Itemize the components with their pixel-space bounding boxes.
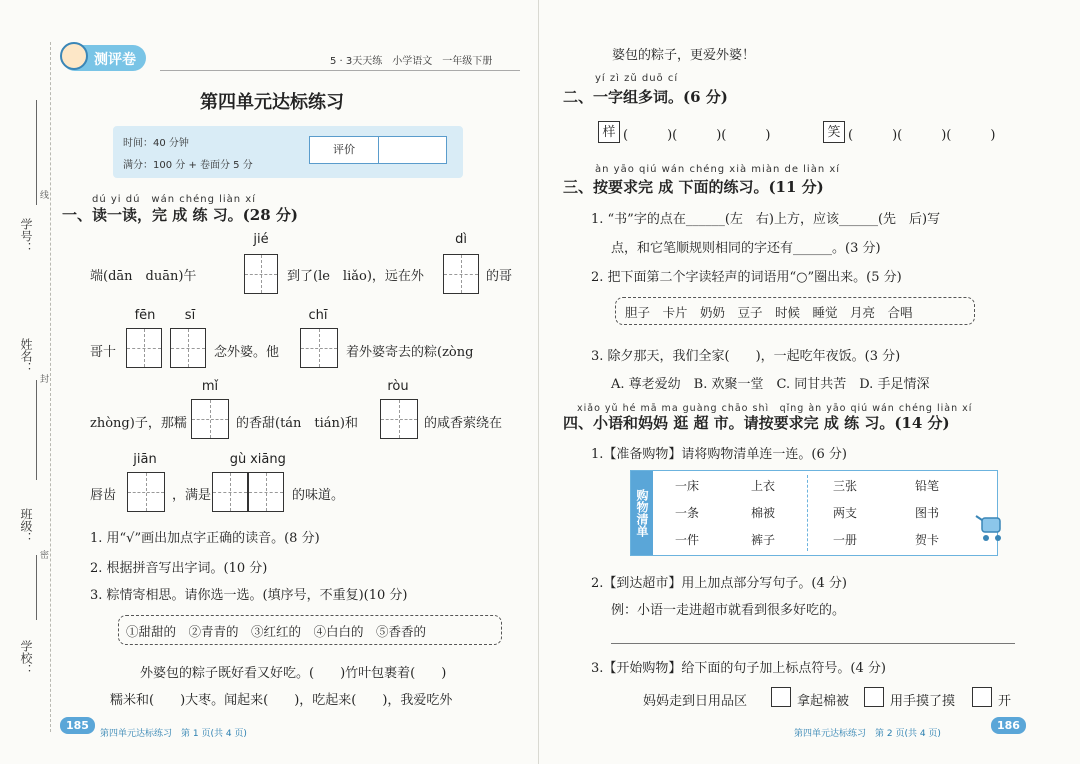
margin-name-label: 姓名： bbox=[19, 338, 33, 374]
margin-school-label: 学校： bbox=[19, 640, 33, 676]
sentence-part-2: 拿起棉被 bbox=[797, 694, 850, 709]
margin-number-label: 学号： bbox=[19, 218, 33, 254]
s4-example: 例：小语一走进超市就看到很多好吃的。 bbox=[611, 603, 846, 618]
sentence-part-1: 妈妈走到日用品区 bbox=[643, 694, 748, 709]
writing-box-chi[interactable] bbox=[300, 328, 338, 368]
writing-box-mi[interactable] bbox=[191, 399, 229, 439]
char-box-yang: 样 bbox=[598, 121, 620, 143]
left-page bbox=[0, 0, 539, 764]
line2-b: 念外婆。他 bbox=[214, 345, 280, 360]
page-number-left: 185 bbox=[60, 717, 95, 734]
section4-pinyin: xiǎo yǔ hé mā ma guàng chāo shì qǐng àn yāo qiú wán chéng liàn xí bbox=[577, 403, 973, 414]
writing-box-si[interactable] bbox=[170, 328, 206, 368]
punct-box-2[interactable] bbox=[864, 687, 884, 707]
list-left-1[interactable]: 一床 bbox=[675, 479, 700, 493]
s4-question-3: 3.【开始购物】给下面的句子加上标点符号。(4 分) bbox=[591, 661, 886, 676]
series-header: 5 · 3天天练 小学语文 一年级下册 bbox=[330, 56, 493, 67]
pinyin-si: sī bbox=[184, 308, 196, 323]
pinyin-jie: jié bbox=[253, 232, 269, 247]
section3-pinyin: àn yāo qiú wán chéng xià miàn de liàn xí bbox=[595, 164, 841, 175]
list-left2-2[interactable]: 棉被 bbox=[751, 506, 776, 520]
section2-pinyin: yí zì zǔ duō cí bbox=[595, 73, 679, 84]
pinyin-fen: fēn bbox=[134, 308, 156, 323]
line1-a: 端(dān duān)午 bbox=[90, 269, 197, 284]
section1-pinyin: dú yi dú wán chéng liàn xí bbox=[92, 194, 256, 205]
list-right-2[interactable]: 两支 bbox=[833, 506, 858, 520]
line1-c: 的哥 bbox=[486, 269, 513, 284]
writing-box-rou[interactable] bbox=[380, 399, 418, 439]
question-3: 3. 粽情寄相思。请你选一选。(填序号，不重复)(10 分) bbox=[90, 588, 408, 603]
section2-title: 二、一字组多词。(6 分) bbox=[563, 88, 728, 106]
paragraph-line-2: 糯米和( )大枣。闻起来( )，吃起来( )，我爱吃外 bbox=[110, 693, 453, 708]
paragraph-line-1: 外婆包的粽子既好看又好吃。( )竹叶包裹着( ) bbox=[140, 666, 447, 681]
section3-title: 三、按要求完 成 下面的练习。(11 分) bbox=[563, 178, 824, 196]
cut-mark-line: 线 bbox=[40, 191, 50, 201]
punct-box-3[interactable] bbox=[972, 687, 992, 707]
words-text[interactable]: 胆子 卡片 奶奶 豆子 时候 睡觉 月亮 合唱 bbox=[625, 305, 913, 320]
s3-question-1a: 1. “书”字的点在______(左 右)上方，应该______(先 后)写 bbox=[591, 212, 941, 227]
line3-a: zhòng)子，那糯 bbox=[90, 416, 187, 431]
list-left2-1[interactable]: 上衣 bbox=[751, 479, 776, 493]
info-box bbox=[113, 126, 463, 178]
eval-label: 评价 bbox=[310, 137, 379, 163]
margin-class-line bbox=[36, 555, 37, 620]
char-box-xiao: 笑 bbox=[823, 121, 845, 143]
writing-box-xiang[interactable] bbox=[248, 472, 284, 512]
time-info: 时间：40 分钟 bbox=[123, 138, 189, 149]
cut-mark-seal: 封 bbox=[40, 375, 50, 385]
pinyin-di: dì bbox=[455, 232, 467, 247]
pinyin-rou: ròu bbox=[387, 379, 409, 394]
blanks-yang[interactable]: ( )( )( ) bbox=[623, 128, 771, 143]
s3-question-3: 3. 除夕那天，我们全家( )，一起吃年夜饭。(3 分) bbox=[591, 349, 901, 364]
question-1: 1. 用“√”画出加点字正确的读音。(8 分) bbox=[90, 531, 320, 546]
writing-box-jie[interactable] bbox=[244, 254, 278, 294]
question-2: 2. 根据拼音写出字词。(10 分) bbox=[90, 561, 268, 576]
pinyin-xiang: xiāng bbox=[250, 452, 286, 467]
list-left-3[interactable]: 一件 bbox=[675, 533, 700, 547]
logo-text: 测评卷 bbox=[94, 52, 136, 68]
section1-title: 一、读一读，完 成 练 习。(28 分) bbox=[62, 206, 298, 224]
line3-c: 的咸香萦绕在 bbox=[424, 416, 503, 431]
continued-line: 婆包的粽子，更爱外婆！ bbox=[612, 48, 756, 63]
list-right-3[interactable]: 一册 bbox=[833, 533, 858, 547]
list-right-1[interactable]: 三张 bbox=[833, 479, 858, 493]
pinyin-chi: chī bbox=[308, 308, 328, 323]
list-left2-3[interactable]: 裤子 bbox=[751, 533, 776, 547]
line2-c: 着外婆寄去的粽(zòng bbox=[346, 345, 474, 360]
line4-c: 的味道。 bbox=[292, 488, 345, 503]
sentence-part-4: 开 bbox=[998, 694, 1012, 709]
sentence-part-3: 用手摸了摸 bbox=[890, 694, 956, 709]
header-rule bbox=[160, 70, 520, 71]
writing-box-fen[interactable] bbox=[126, 328, 162, 368]
student-face-icon bbox=[60, 42, 88, 70]
pinyin-gu: gù bbox=[229, 452, 247, 467]
cut-mark-secret: 密 bbox=[40, 551, 50, 561]
blanks-xiao[interactable]: ( )( )( ) bbox=[848, 128, 996, 143]
answer-line[interactable] bbox=[611, 643, 1015, 644]
list-divider bbox=[807, 475, 808, 551]
pinyin-jian: jiān bbox=[133, 452, 157, 467]
line1-b: 到了(le liǎo)，远在外 bbox=[287, 269, 424, 284]
s4-question-1: 1.【准备购物】请将购物清单连一连。(6 分) bbox=[591, 447, 847, 462]
writing-box-gu[interactable] bbox=[212, 472, 248, 512]
margin-name-line bbox=[36, 380, 37, 480]
s3-question-1b: 点，和它笔顺规则相同的字还有______。(3 分) bbox=[611, 241, 881, 256]
footer-left: 第四单元达标练习 第 1 页(共 4 页) bbox=[100, 729, 247, 739]
test-logo bbox=[62, 45, 146, 71]
list-right2-1[interactable]: 铅笔 bbox=[915, 479, 940, 493]
line4-b: ，满是 bbox=[172, 488, 212, 503]
section4-title: 四、小语和妈妈 逛 超 市。请按要求完 成 练 习。(14 分) bbox=[563, 414, 950, 432]
margin-class-label: 班级： bbox=[19, 508, 33, 544]
page-number-right: 186 bbox=[991, 717, 1026, 734]
binding-line bbox=[50, 42, 51, 732]
punct-box-1[interactable] bbox=[771, 687, 791, 707]
s4-question-2: 2.【到达超市】用上加点部分写句子。(4 分) bbox=[591, 576, 847, 591]
shopping-list-tag: 购物清单 bbox=[631, 471, 653, 555]
margin-number-line bbox=[36, 100, 37, 205]
writing-box-di[interactable] bbox=[443, 254, 479, 294]
list-right2-3[interactable]: 贺卡 bbox=[915, 533, 940, 547]
list-left-2[interactable]: 一条 bbox=[675, 506, 700, 520]
shopping-cart-icon bbox=[974, 512, 1008, 544]
shopping-list bbox=[630, 470, 998, 556]
pinyin-mi: mǐ bbox=[201, 379, 219, 394]
s3-question-2: 2. 把下面第二个字读轻声的词语用“○”圈出来。(5 分) bbox=[591, 270, 902, 285]
footer-right: 第四单元达标练习 第 2 页(共 4 页) bbox=[794, 729, 941, 739]
line4-a: 唇齿 bbox=[90, 488, 117, 503]
writing-box-jian[interactable] bbox=[127, 472, 165, 512]
list-right2-2[interactable]: 图书 bbox=[915, 506, 940, 520]
line2-a: 哥十 bbox=[90, 345, 117, 360]
right-page bbox=[539, 0, 1080, 764]
score-info: 满分：100 分 + 卷面分 5 分 bbox=[123, 160, 253, 171]
s3-choices[interactable]: A. 尊老爱幼 B. 欢聚一堂 C. 同甘共苦 D. 手足情深 bbox=[611, 377, 930, 392]
options-text: ①甜甜的 ②青青的 ③红红的 ④白白的 ⑤香香的 bbox=[126, 624, 427, 639]
line3-b: 的香甜(tán tián)和 bbox=[236, 416, 358, 431]
eval-box[interactable] bbox=[309, 136, 447, 164]
page-title: 第四单元达标练习 bbox=[200, 92, 344, 113]
